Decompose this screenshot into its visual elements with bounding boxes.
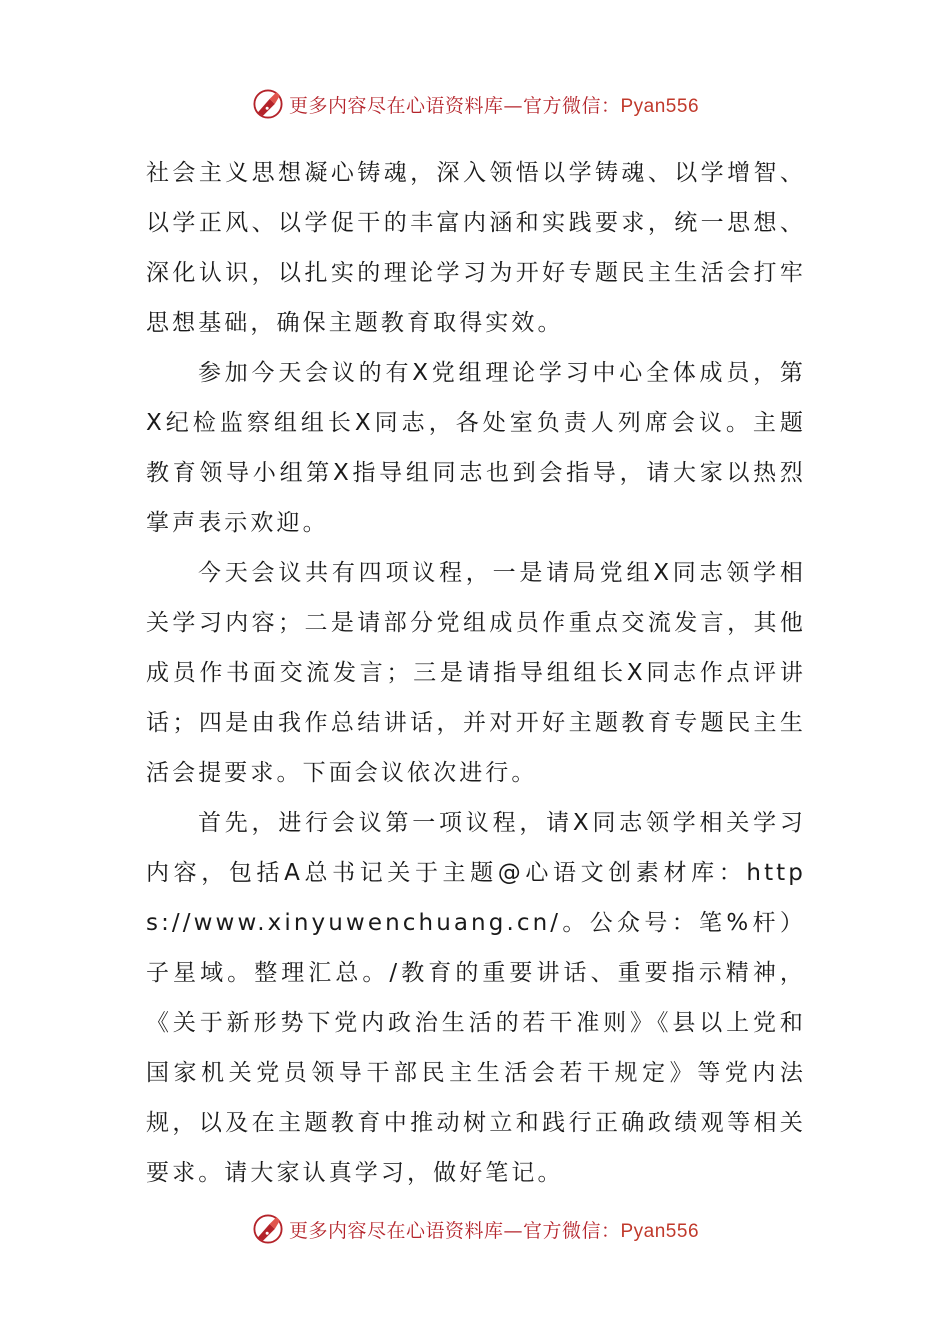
document-body [146, 148, 806, 1198]
pen-nib-logo-icon [251, 1212, 285, 1246]
pen-nib-logo-icon [251, 87, 285, 121]
paragraph-2: 参加今天会议的有X党组理论学习中心全体成员，第X纪检监察组组长X同志，各处室负责人列席会议。主题教育领导小组第X指导组同志也到会指导，请大家以热烈掌声表示欢迎。 [146, 360, 806, 536]
wechat-id: Pyan556 [620, 95, 700, 117]
footer-banner [0, 1209, 950, 1249]
paragraph-4: 首先，进行会议第一项议程，请X同志领学相关学习内容，包括A总书记关于主题@心语文创素材库：https://www.xinyuwenchuang.cn/。公众号：笔%杆）子星域。整理汇总。/教育的重要讲话、重要指示精神，《关于新形势下党内政治生活的若干准则》《县以上党和国家机关党员领导干部民主生活会若干规定》等党内法规，以及在主题教育中推动树立和践行正确政绩观等相关要求。请大家认真学习，做好笔记。 [146, 810, 806, 1186]
paragraph-1: 社会主义思想凝心铸魂，深入领悟以学铸魂、以学增智、以学正风、以学促干的丰富内涵和实践要求，统一思想、深化认识，以扎实的理论学习为开好专题民主生活会打牢思想基础，确保主题教育取得实效。 [146, 160, 806, 336]
banner-text: 更多内容尽在心语资料库—官方微信：Pyan556 [288, 94, 700, 117]
banner-text: 更多内容尽在心语资料库—官方微信：Pyan556 [288, 1219, 700, 1242]
wechat-id: Pyan556 [620, 1220, 700, 1242]
header-banner [0, 84, 950, 124]
paragraph-3: 今天会议共有四项议程，一是请局党组X同志领学相关学习内容；二是请部分党组成员作重点交流发言，其他成员作书面交流发言；三是请指导组组长X同志作点评讲话；四是由我作总结讲话，并对开好主题教育专题民主生活会提要求。下面会议依次进行。 [146, 560, 806, 786]
